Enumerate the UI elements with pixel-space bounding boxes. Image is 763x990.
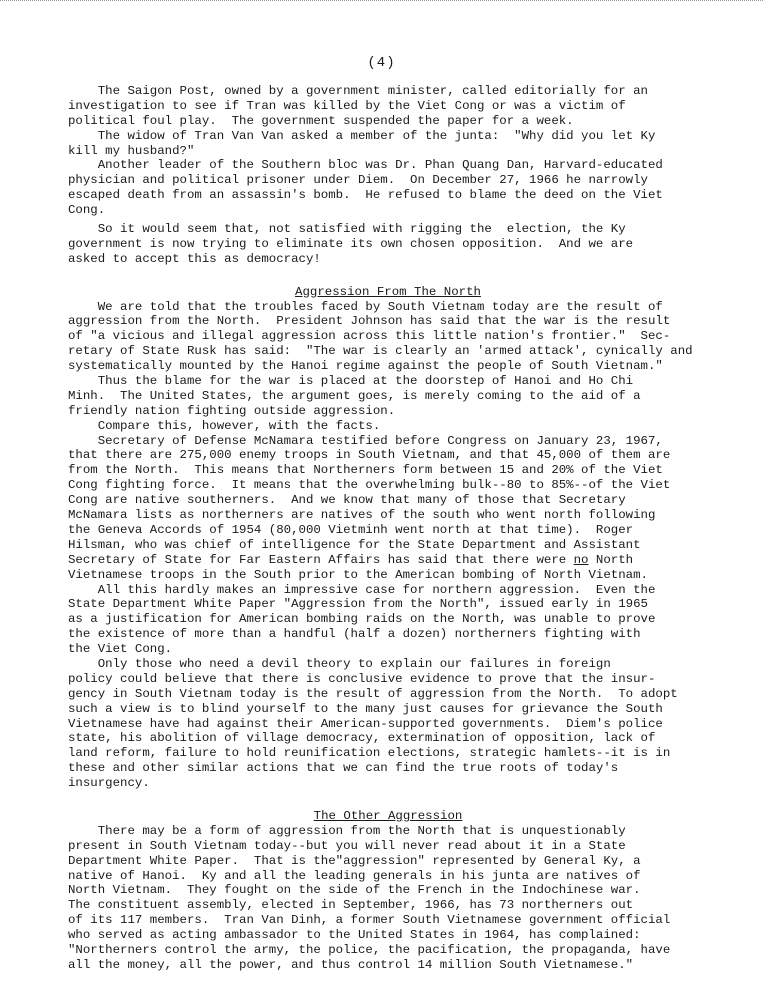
- text-line: aggression from the North. President Johnson has said that the war is the result: [68, 314, 671, 329]
- paragraph: [68, 129, 708, 159]
- text-line: physician and political prisoner under Diem. On December 27, 1966 he narrowly: [68, 173, 648, 188]
- text-line: We are told that the troubles faced by South Vietnam today are the result of: [68, 299, 663, 314]
- text-line: North Vietnam. They fought on the side of the French in the Indochinese war.: [68, 883, 641, 898]
- text-line: Hilsman, who was chief of intelligence for the State Department and Assistant: [68, 537, 641, 552]
- spacer: [68, 791, 708, 809]
- text-line: Cong.: [68, 203, 106, 218]
- text-line: investigation to see if Tran was killed by the Viet Cong or was a victim of: [68, 98, 626, 113]
- text-line: land reform, failure to hold reunification elections, strategic hamlets--it is in: [68, 746, 671, 761]
- text-line: that there are 275,000 enemy troops in South Vietnam, and that 45,000 of them are: [68, 448, 671, 463]
- text-line: systematically mounted by the Hanoi regime against the people of South Vietnam.": [68, 359, 663, 374]
- paragraph: [68, 583, 708, 657]
- text-line: Cong fighting force. It means that the overwhelming bulk--80 to 85%--of the Viet: [68, 478, 671, 493]
- text-line: Minh. The United States, the argument goes, is merely coming to the aid of a: [68, 388, 641, 403]
- text-line: All this hardly makes an impressive case for northern aggression. Even the: [68, 582, 656, 597]
- text-line: the Geneva Accords of 1954 (80,000 Vietminh went north at that time). Roger: [68, 522, 634, 537]
- emphasis-no: no: [573, 552, 589, 567]
- text-line: political foul play. The government suspended the paper for a week.: [68, 113, 574, 128]
- text-line: Only those who need a devil theory to explain our failures in foreign: [68, 656, 611, 671]
- text-line: There may be a form of aggression from the North that is unquestionably: [68, 823, 626, 838]
- text-line: friendly nation fighting outside aggression.: [68, 403, 396, 418]
- text-line: "Northerners control the army, the police, the pacification, the propaganda, have: [68, 942, 671, 957]
- text-line: Compare this, however, with the facts.: [68, 418, 381, 433]
- text-line: Department White Paper. That is the"aggression" represented by General Ky, a: [68, 853, 641, 868]
- paragraph: [68, 824, 708, 973]
- paragraph: [68, 657, 708, 791]
- section-other-aggression: [68, 809, 708, 973]
- text-line: state, his abolition of village democracy, extermination of opposition, lack of: [68, 731, 656, 746]
- paragraph: [68, 419, 708, 434]
- text-line: policy could believe that there is conclusive evidence to prove that the insur-: [68, 671, 656, 686]
- text-line: kill my husband?": [68, 143, 195, 158]
- text-line: native of Hanoi. Ky and all the leading generals in his junta are natives of: [68, 868, 641, 883]
- text-line: Thus the blame for the war is placed at the doorstep of Hanoi and Ho Chi: [68, 374, 634, 389]
- section-heading: Aggression From The North: [295, 284, 481, 299]
- spacer: [68, 267, 708, 285]
- text-line: these and other similar actions that we can find the true roots of today's: [68, 761, 619, 776]
- page-number: (4): [367, 55, 396, 71]
- page-top-edge: [0, 0, 763, 7]
- text-line: all the money, all the power, and thus control 14 million South Vietnamese.": [68, 957, 634, 972]
- section-intro: [68, 84, 708, 267]
- text-line: of its 117 members. Tran Van Dinh, a former South Vietnamese government official: [68, 913, 671, 928]
- text-line: as a justification for American bombing raids on the North, was unable to prove: [68, 612, 656, 627]
- paragraph: [68, 84, 708, 129]
- text-line: who served as acting ambassador to the United States in 1964, has complained:: [68, 928, 641, 943]
- body-text: [68, 84, 708, 973]
- paragraph: [68, 374, 708, 419]
- text-line: insurgency.: [68, 776, 150, 791]
- text-line: government is now trying to eliminate its own chosen opposition. And we are: [68, 236, 634, 251]
- section-aggression-from-north: [68, 285, 708, 791]
- section-heading: The Other Aggression: [313, 808, 463, 823]
- text-line: So it would seem that, not satisfied with rigging the election, the Ky: [68, 222, 626, 237]
- text-line: the existence of more than a handful (half a dozen) northerners fighting with: [68, 627, 641, 642]
- paragraph: [68, 300, 708, 374]
- text-line: present in South Vietnam today--but you will never read about it in a State: [68, 838, 626, 853]
- text-line: escaped death from an assassin's bomb. He refused to blame the deed on the Viet: [68, 188, 663, 203]
- paragraph: [68, 222, 708, 267]
- text-line: Secretary of Defense McNamara testified before Congress on January 23, 1967,: [68, 433, 663, 448]
- text-line: asked to accept this as democracy!: [68, 251, 321, 266]
- text-line: The widow of Tran Van Van asked a member of the junta: "Why did you let Ky: [68, 128, 656, 143]
- text-line: retary of State Rusk has said: "The war is clearly an 'armed attack', cynically and: [68, 344, 693, 359]
- text-line: The Saigon Post, owned by a government minister, called editorially for an: [68, 84, 648, 98]
- text-line: Another leader of the Southern bloc was Dr. Phan Quang Dan, Harvard-educated: [68, 158, 663, 173]
- text-line: Vietnamese have had against their American-supported governments. Diem's police: [68, 716, 663, 731]
- text-line: McNamara lists as northerners are natives of the south who went north following: [68, 508, 656, 523]
- text-line: Cong are native southerners. And we know that many of those that Secretary: [68, 493, 626, 508]
- text-line: State Department White Paper "Aggression from the North", issued early in 1965: [68, 597, 648, 612]
- paragraph: [68, 434, 708, 583]
- text-line: the Viet Cong.: [68, 642, 173, 657]
- paragraph: [68, 158, 708, 218]
- text-line: of "a vicious and illegal aggression across this little nation's frontier." Sec-: [68, 329, 671, 344]
- text-line: The constituent assembly, elected in September, 1966, has 73 northerners out: [68, 898, 634, 913]
- text-line: Secretary of State for Far Eastern Affairs has said that there were no North: [68, 552, 634, 567]
- text-line: gency in South Vietnam today is the result of aggression from the North. To adopt: [68, 686, 678, 701]
- text-line: such a view is to blind yourself to the many just causes for grievance the South: [68, 701, 663, 716]
- text-line: Vietnamese troops in the South prior to the American bombing of North Vietnam.: [68, 567, 648, 582]
- text-line: from the North. This means that Northerners form between 15 and 20% of the Viet: [68, 463, 663, 478]
